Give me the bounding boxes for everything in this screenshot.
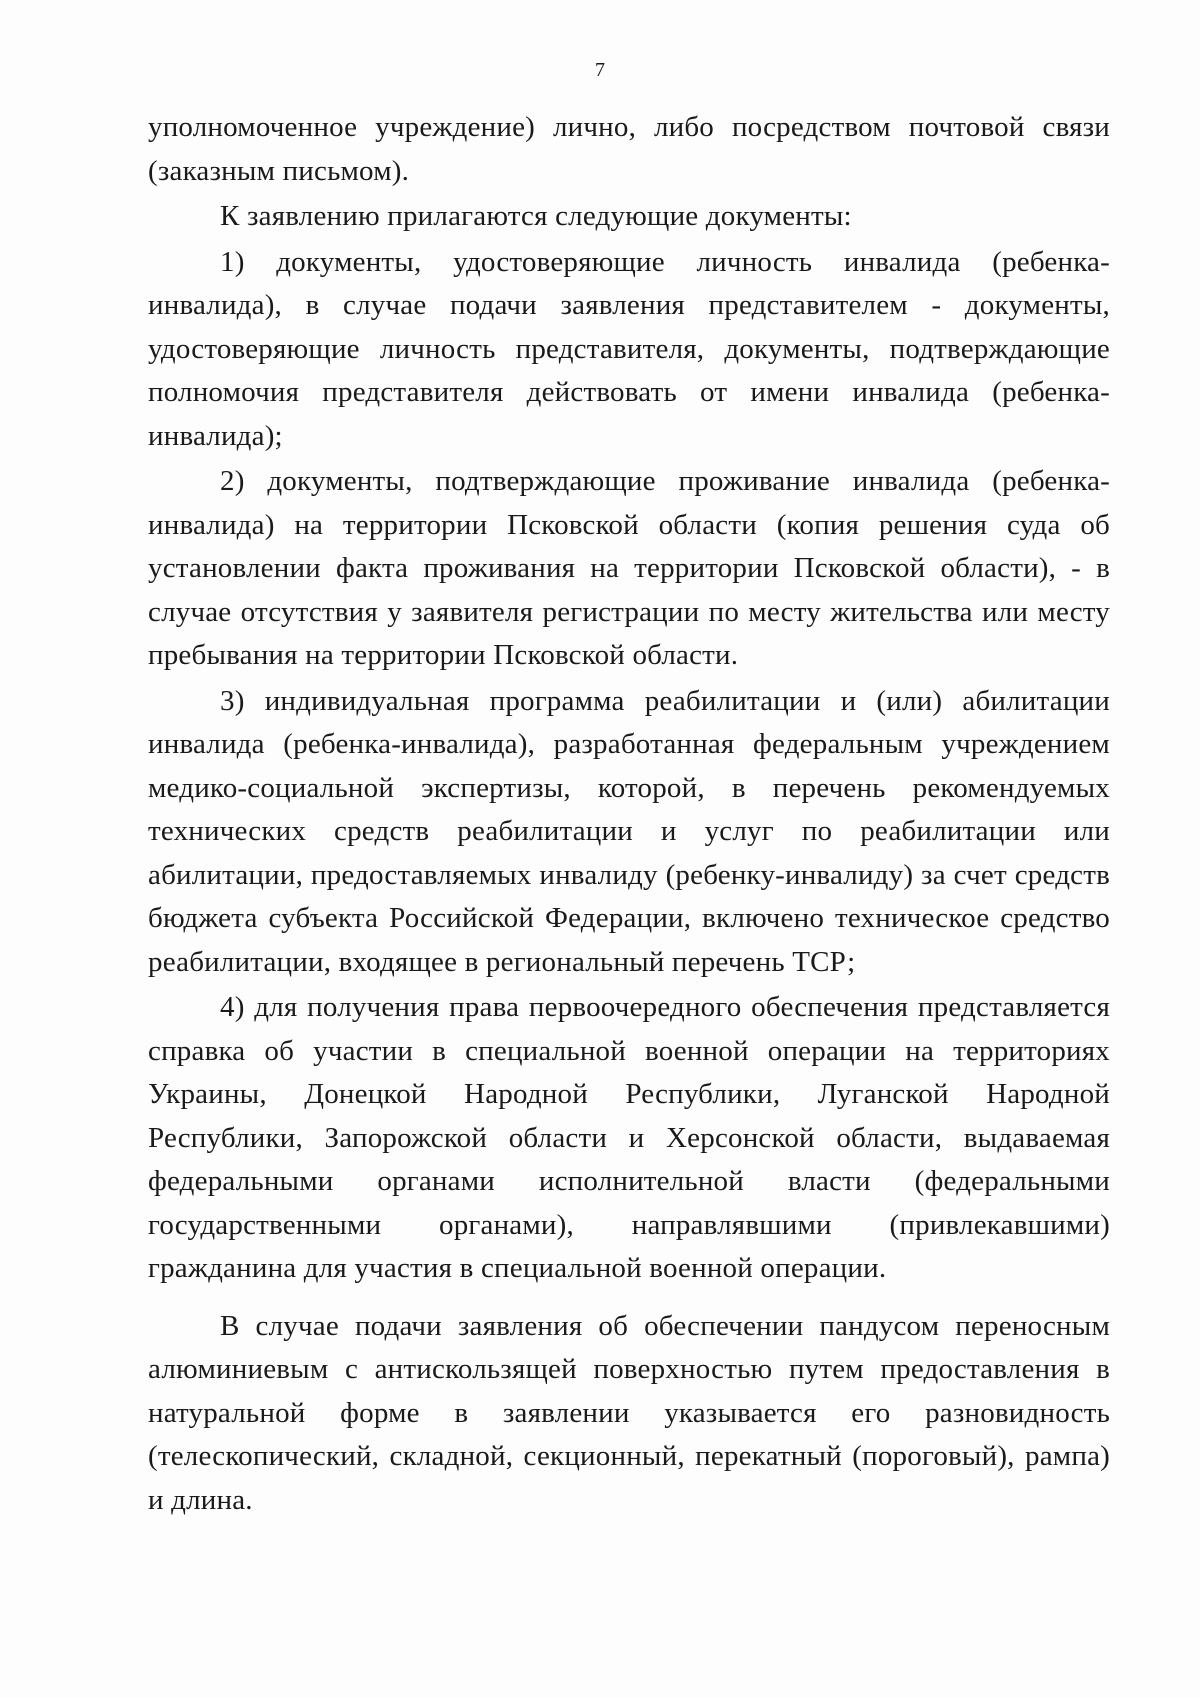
list-item-1: 1) документы, удостоверяющие личность инвалида (ребенка-инвалида), в случае подачи заявления представителем - документы, удостоверяющие личность представителя, документы, подтверждающие полномочия представителя действовать от имени инвалида (ребенка-инвалида); xyxy=(148,245,1110,452)
page-number: 7 xyxy=(595,59,605,81)
paragraph-documents-intro: К заявлению прилагаются следующие документы: xyxy=(220,200,852,232)
document-body xyxy=(148,106,1110,1522)
list-item-3: 3) индивидуальная программа реабилитации и (или) абилитации инвалида (ребенка-инвалида), разработанная федеральным учреждением медико-социальной экспертизы, которой, в перечень рекомендуемых технических средств реабилитации и услуг по реабилитации или абилитации, предоставляемых инвалиду (ребенку-инвалиду) за счет средств бюджета субъекта Российской Федерации, включено техническое средство реабилитации, входящее в региональный перечень ТСР; xyxy=(148,684,1110,978)
paragraph-ramp: В случае подачи заявления об обеспечении пандусом переносным алюминиевым с антискользящей поверхностью путем предоставления в натуральной форме в заявлении указывается его разновидность (телескопический, складной, секционный, перекатный (пороговый), рампа) и длина. xyxy=(148,1309,1110,1516)
paragraph-continuation: уполномоченное учреждение) лично, либо посредством почтовой связи (заказным письмом). xyxy=(148,111,1110,187)
list-item-2: 2) документы, подтверждающие проживание инвалида (ребенка-инвалида) на территории Псковской области (копия решения суда об установлении факта проживания на территории Псковской области), - в случае отсутствия у заявителя регистрации по месту жительства или месту пребывания на территории Псковской области. xyxy=(148,465,1110,671)
list-item-4: 4) для получения права первоочередного обеспечения представляется справка об участии в специальной военной операции на территориях Украины, Донецкой Народной Республики, Луганской Народной Республики, Запорожской области и Херсонской области, выдаваемая федеральными органами исполнительной власти (федеральными государственными органами), направлявшими (привлекавшими) гражданина для участия в специальной военной операции. xyxy=(148,991,1110,1284)
